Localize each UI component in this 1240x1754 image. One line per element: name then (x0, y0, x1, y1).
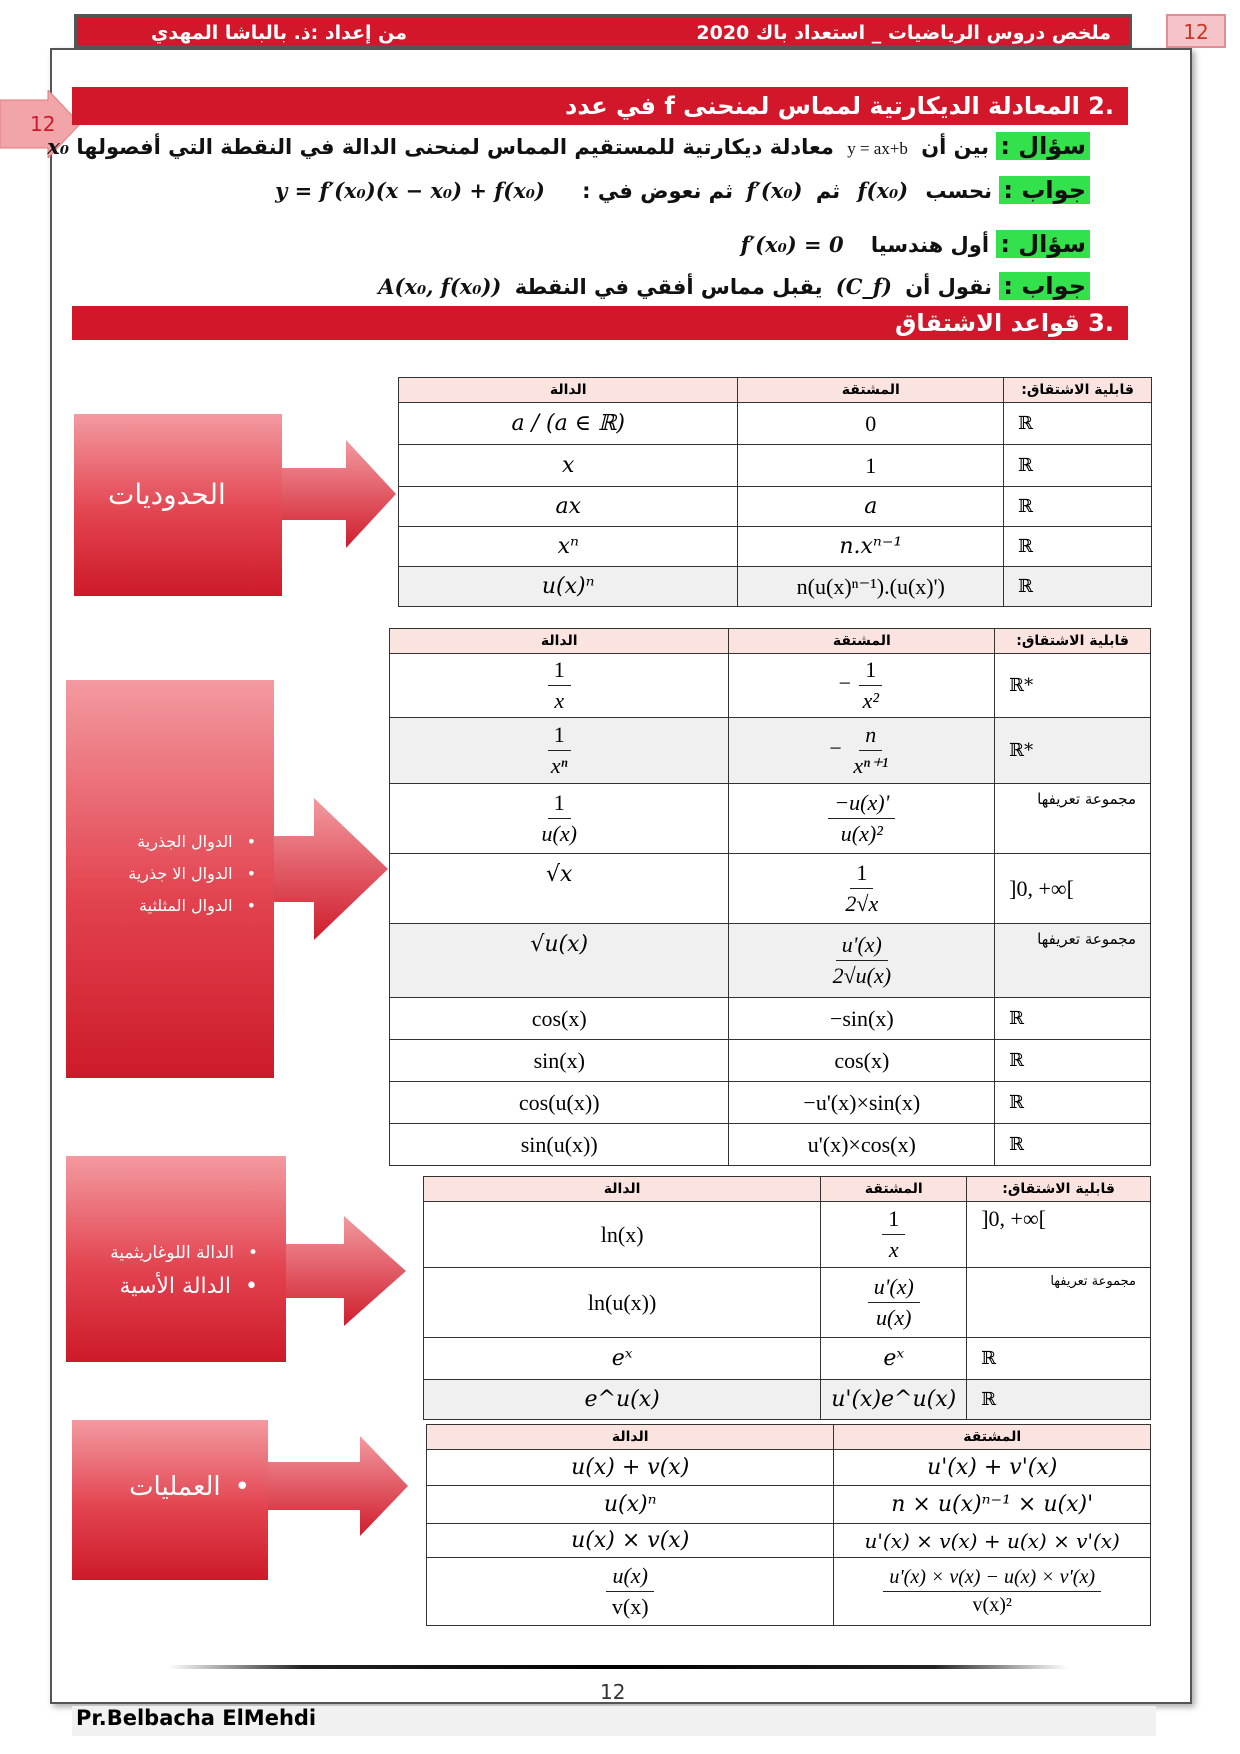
cell-func: u(x) + v(x) (427, 1450, 834, 1486)
q1-post: معادلة ديكارتية للمستقيم المماس لمنحنى الدالة في النقطة التي أفصولها (76, 135, 834, 159)
table-row (390, 718, 1151, 784)
question-2 (741, 230, 1090, 258)
cell-domain: مجموعة تعريفها (995, 924, 1151, 998)
table-row (399, 567, 1152, 607)
question-1 (47, 132, 1090, 160)
footer-page-number: 12 (600, 1680, 626, 1704)
a1-f: f(x₀) (857, 178, 909, 203)
panel-logexp-list (110, 1236, 258, 1304)
cell-domain: ℝ (995, 1040, 1151, 1082)
minus-sign: − (838, 670, 852, 696)
a1-text1: نحسب (925, 179, 993, 203)
a2-text1: نقول أن (905, 275, 993, 299)
col-domain: قابلية الاشتقاق: (995, 629, 1151, 654)
cell-func: cos(x) (390, 998, 729, 1040)
cell-deriv: n × u(x)ⁿ⁻¹ × u(x)' (834, 1486, 1151, 1524)
frac-num: 1 (850, 860, 873, 889)
table-row (390, 1082, 1151, 1124)
table-row (390, 654, 1151, 718)
cell-func: xⁿ (399, 527, 738, 567)
footer-divider (168, 1665, 1068, 1669)
table-row (424, 1268, 1151, 1338)
arrow-right-icon (286, 1216, 406, 1326)
cell-domain: ℝ (967, 1338, 1151, 1380)
cell-domain: ]0, +∞[ (995, 854, 1151, 924)
cell-func: x (399, 445, 738, 487)
cell-domain: مجموعة تعريفها (995, 784, 1151, 854)
cell-domain: ]0, +∞[ (967, 1202, 1151, 1268)
table-row (427, 1450, 1151, 1486)
arrow-right-icon (282, 440, 396, 548)
frac-den: xⁿ (550, 753, 568, 778)
q1-var: x₀ (47, 134, 70, 159)
cell-func: sin(x) (390, 1040, 729, 1082)
cell-deriv: −sin(x) (729, 998, 995, 1040)
col-deriv: المشتقة (729, 629, 995, 654)
col-domain: قابلية الاشتقاق: (967, 1177, 1151, 1202)
a1-formula: y = f′(x₀)(x − x₀) + f(x₀) (275, 178, 545, 203)
panel-polynomials (74, 414, 282, 596)
cell-domain: ℝ (995, 1082, 1151, 1124)
list-item: • الدالة اللوغاريثمية (110, 1236, 258, 1270)
frac-den: x² (862, 688, 879, 713)
a2-cf: (C_f) (835, 274, 892, 299)
col-func: الدالة (427, 1425, 834, 1450)
question-tag: سؤال : (996, 230, 1090, 258)
table-log-exp (423, 1176, 1151, 1420)
panel-log-exp (66, 1156, 286, 1362)
table-row (427, 1558, 1151, 1626)
col-deriv: المشتقة (821, 1177, 967, 1202)
header-bar (74, 14, 1132, 48)
frac-den: x (888, 1237, 899, 1262)
table-row (390, 1040, 1151, 1082)
cell-domain: ℝ (967, 1380, 1151, 1420)
frac-num: 1 (859, 657, 882, 686)
answer-2 (378, 272, 1090, 300)
frac-den: x (554, 688, 565, 713)
frac-num: u'(x) (868, 1274, 920, 1303)
cell-func: ax (399, 487, 738, 527)
cell-deriv: n.xⁿ⁻¹ (738, 527, 1004, 567)
cell-func: √x (390, 854, 729, 924)
panel-operations-list (129, 1472, 250, 1502)
cell-func: √u(x) (390, 924, 729, 998)
q1-formula: y = ax+b (847, 139, 908, 158)
a2-text2: يقبل مماس أفقي في النقطة (514, 275, 823, 299)
table-row (424, 1202, 1151, 1268)
frac-num: u'(x) × v(x) − u(x) × v'(x) (883, 1566, 1101, 1592)
cell-func: u(x)ⁿ (427, 1486, 834, 1524)
cell-func: u(x)ⁿ (399, 567, 738, 607)
cell-deriv: u'(x)e^u(x) (821, 1380, 967, 1420)
col-domain: قابلية الاشتقاق: (1004, 378, 1152, 403)
frac-den: u(x)² (840, 821, 883, 846)
frac-num: 1 (548, 790, 571, 819)
cell-domain: ℝ* (995, 718, 1151, 784)
section-3-title-text: .3 قواعد الاشتقاق (894, 309, 1114, 337)
panel-operations (72, 1420, 268, 1580)
question-tag: سؤال : (996, 132, 1090, 160)
header-author: من إعداد :ذ. بالباشا المهدي (151, 22, 408, 44)
cell-func: a / (a ∈ ℝ) (399, 403, 738, 445)
q2-text: أول هندسيا (870, 233, 990, 257)
cell-deriv: u'(x)×cos(x) (729, 1124, 995, 1166)
cell-domain: ℝ (995, 998, 1151, 1040)
q1-pre: بين أن (921, 135, 990, 159)
answer-tag: جواب : (999, 272, 1090, 300)
panel-roots-trig (66, 680, 274, 1078)
table-row (399, 487, 1152, 527)
frac-num: −u(x)' (828, 790, 895, 819)
cell-domain: ℝ (1004, 567, 1152, 607)
frac-den: v(x)² (972, 1594, 1012, 1616)
col-deriv: المشتقة (834, 1425, 1151, 1450)
list-item: • العمليات (129, 1472, 250, 1502)
cell-domain: ℝ* (995, 654, 1151, 718)
cell-deriv: u'(x) × v(x) + u(x) × v'(x) (834, 1524, 1151, 1558)
frac-den: 2√u(x) (832, 963, 892, 988)
frac-num: u'(x) (836, 932, 888, 961)
a2-point: A(x₀, f(x₀)) (378, 274, 502, 299)
arrow-right-icon (268, 1436, 408, 1536)
q2-formula: f′(x₀) = 0 (740, 232, 844, 257)
cell-deriv: eˣ (821, 1338, 967, 1380)
col-func: الدالة (390, 629, 729, 654)
section-2-title-text: .2 المعادلة الديكارتية لمماس لمنحنى f في عدد (565, 92, 1114, 120)
table-roots-trig (389, 628, 1151, 1166)
cell-func: u(x) × v(x) (427, 1524, 834, 1558)
cell-domain: ℝ (995, 1124, 1151, 1166)
cell-deriv: a (738, 487, 1004, 527)
table-row (390, 1124, 1151, 1166)
header-page-number: 12 (1166, 14, 1226, 48)
frac-den: xⁿ⁺¹ (853, 753, 889, 778)
list-item: • الدوال الجذرية (128, 826, 256, 858)
table-row (427, 1524, 1151, 1558)
a1-fp: f′(x₀) (746, 178, 803, 203)
frac-den: v(x) (611, 1594, 649, 1619)
frac-num: u(x) (606, 1563, 653, 1592)
cell-deriv: n(u(x)ⁿ⁻¹).(u(x)') (738, 567, 1004, 607)
cell-deriv: cos(x) (729, 1040, 995, 1082)
frac-den: 2√x (845, 891, 879, 916)
arrow-right-icon (274, 798, 388, 940)
cell-domain: مجموعة تعريفها (967, 1268, 1151, 1338)
cell-func: ln(x) (424, 1202, 821, 1268)
minus-sign: − (829, 735, 842, 761)
table-row (427, 1486, 1151, 1524)
cell-domain: ℝ (1004, 403, 1152, 445)
cell-func: cos(u(x)) (390, 1082, 729, 1124)
table-row (399, 445, 1152, 487)
cell-func: sin(u(x)) (390, 1124, 729, 1166)
frac-num: 1 (548, 657, 571, 686)
section-3-title (72, 306, 1128, 340)
cell-deriv: 1 (738, 445, 1004, 487)
table-row (390, 924, 1151, 998)
panel-roots-list (128, 826, 256, 922)
table-row (390, 784, 1151, 854)
a1-text3: ثم نعوض في : (582, 179, 734, 203)
panel-polynomials-title: الحدوديات (108, 478, 226, 511)
table-operations (426, 1424, 1151, 1626)
table-row (390, 998, 1151, 1040)
col-func: الدالة (424, 1177, 821, 1202)
table-row (424, 1380, 1151, 1420)
header-title: ملخص دروس الرياضيات _ استعداد باك 2020 (696, 22, 1111, 44)
cell-domain: ℝ (1004, 445, 1152, 487)
table-row (399, 403, 1152, 445)
cell-domain: ℝ (1004, 527, 1152, 567)
cell-deriv: 0 (738, 403, 1004, 445)
list-item: • الدوال الا جذرية (128, 858, 256, 890)
list-item: • الدوال المثلثية (128, 890, 256, 922)
frac-num: 1 (882, 1206, 905, 1235)
table-row (390, 854, 1151, 924)
side-page-number: 12 (30, 112, 56, 136)
col-deriv: المشتقة (738, 378, 1004, 403)
list-item: • الدالة الأسية (110, 1270, 258, 1304)
frac-den: u(x) (876, 1305, 912, 1330)
answer-1 (275, 176, 1090, 204)
frac-den: u(x) (541, 821, 577, 846)
table-row (424, 1338, 1151, 1380)
cell-deriv: u'(x) + v'(x) (834, 1450, 1151, 1486)
cell-func: ln(u(x)) (424, 1268, 821, 1338)
a1-text2: ثم (815, 179, 841, 203)
cell-domain: ℝ (1004, 487, 1152, 527)
cell-func: e^u(x) (424, 1380, 821, 1420)
col-func: الدالة (399, 378, 738, 403)
footer-author: Pr.Belbacha ElMehdi (72, 1706, 1156, 1736)
cell-func: eˣ (424, 1338, 821, 1380)
cell-deriv: −u'(x)×sin(x) (729, 1082, 995, 1124)
table-row (399, 527, 1152, 567)
answer-tag: جواب : (999, 176, 1090, 204)
frac-num: 1 (548, 722, 571, 751)
table-polynomials (398, 377, 1152, 607)
section-2-title (72, 87, 1128, 125)
frac-num: n (859, 722, 882, 751)
